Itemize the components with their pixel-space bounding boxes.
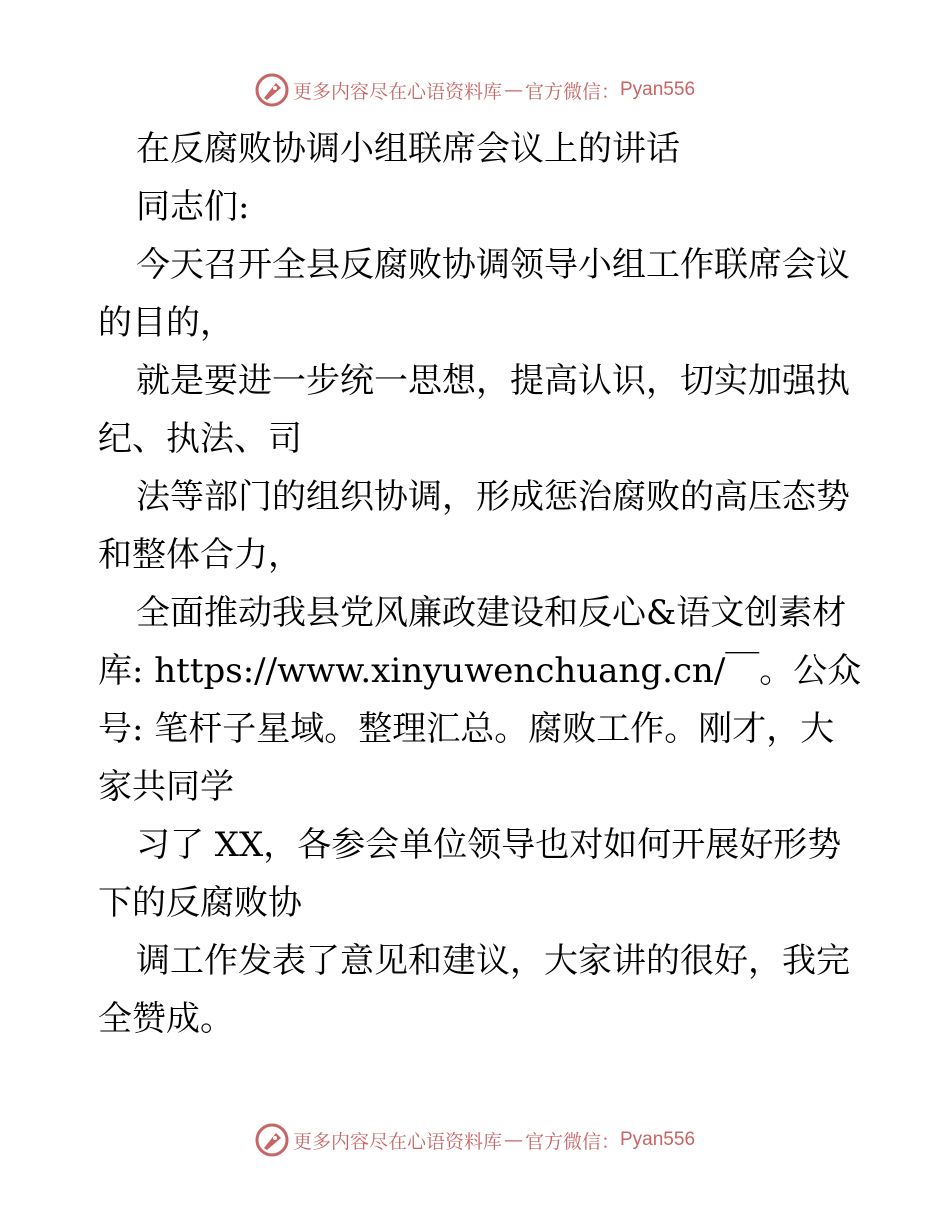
paragraph-line: 号: 笔杆子星域。整理汇总。腐败工作。刚才，大	[98, 709, 835, 749]
paragraph-line: 习了 XX，各参会单位领导也对如何开展好形势	[136, 825, 842, 865]
paragraph-line: 纪、执法、司	[98, 419, 302, 459]
pen-nib-logo-icon	[255, 73, 289, 107]
watermark-dash: —	[503, 79, 523, 101]
paragraph-line-url: 库: https://www.xinyuwenchuang.cn/￣。公众	[98, 651, 862, 691]
paragraph-line: 的目的，	[98, 303, 234, 343]
footer-watermark	[0, 1120, 950, 1160]
salutation: 同志们:	[136, 187, 250, 227]
watermark-wechat-id: Pyan556	[620, 79, 696, 100]
document-body	[98, 120, 862, 1048]
watermark-wechat-id: Pyan556	[620, 1129, 696, 1150]
paragraph-line: 全面推动我县党风廉政建设和反心&语文创素材	[136, 593, 847, 633]
paragraph-line: 下的反腐败协	[98, 883, 302, 923]
paragraph-line: 今天召开全县反腐败协调领导小组工作联席会议	[136, 245, 850, 285]
paragraph-line: 调工作发表了意见和建议，大家讲的很好，我完	[136, 941, 850, 981]
speech-title: 在反腐败协调小组联席会议上的讲话	[136, 129, 680, 169]
watermark-wechat-label: 官方微信：	[524, 1130, 620, 1153]
watermark-site: 更多内容尽在心语资料库	[292, 1130, 502, 1153]
header-watermark	[0, 70, 950, 110]
paragraph-line: 全赞成。	[98, 999, 234, 1039]
watermark-site: 更多内容尽在心语资料库	[292, 80, 502, 103]
watermark-wechat-label: 官方微信：	[524, 80, 620, 103]
paragraph-line: 家共同学	[98, 767, 234, 807]
watermark-dash: —	[503, 1129, 523, 1151]
paragraph-line: 法等部门的组织协调，形成惩治腐败的高压态势	[136, 477, 850, 517]
paragraph-line: 就是要进一步统一思想，提高认识，切实加强执	[136, 361, 850, 401]
paragraph-line: 和整体合力，	[98, 535, 302, 575]
pen-nib-logo-icon	[255, 1123, 289, 1157]
